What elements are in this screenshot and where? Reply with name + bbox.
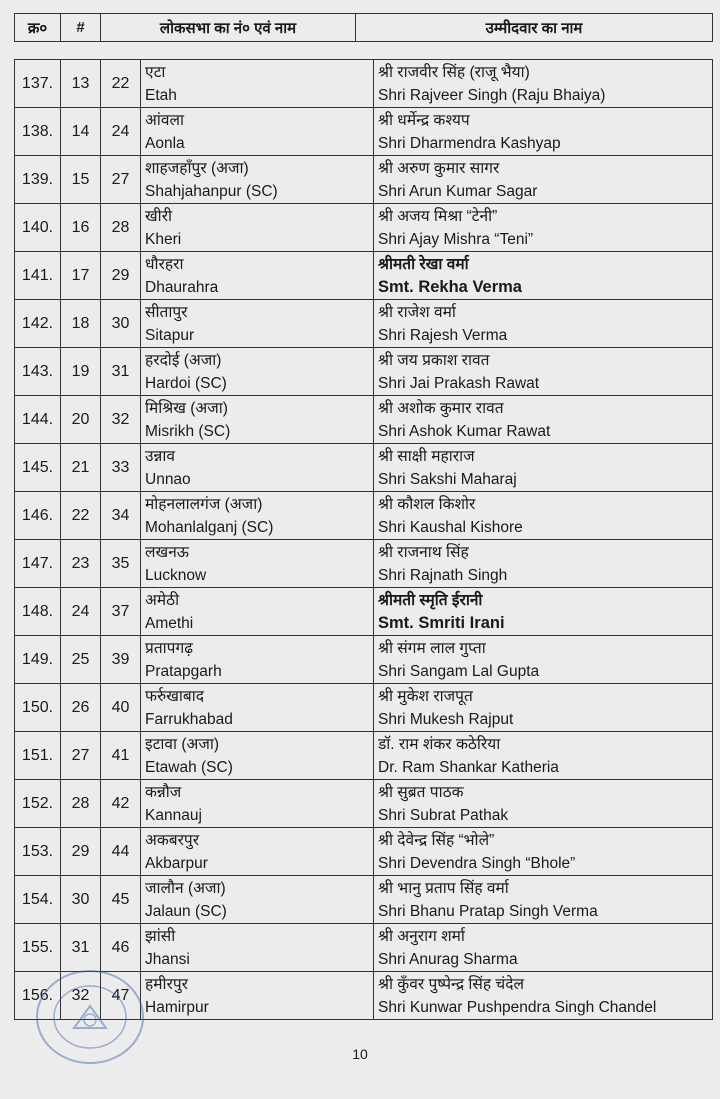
candidate-name [374,828,713,876]
header-serial: क्र० [15,14,61,42]
candidate-name-hindi: श्री राजेश वर्मा [378,303,456,321]
candidate-name-english: Shri Rajnath Singh [378,566,508,584]
constituency-name-english: Lucknow [145,566,207,584]
table-row [15,924,713,972]
candidate-name-hindi: श्री अनुराग शर्मा [378,927,465,945]
constituency-name-english: Kheri [145,230,182,248]
candidate-name-english: Shri Rajesh Verma [378,326,508,344]
constituency-name [141,972,374,1020]
constituency-name-english: Akbarpur [145,854,208,872]
table-row [15,780,713,828]
candidate-name [374,396,713,444]
constituency-name [141,588,374,636]
table-row [15,108,713,156]
constituency-name-hindi: उन्नाव [145,447,175,465]
candidate-name-english: Shri Arun Kumar Sagar [378,182,538,200]
row-number: 25 [61,636,101,684]
row-number: 19 [61,348,101,396]
candidate-name-english: Shri Jai Prakash Rawat [378,374,540,392]
constituency-name-hindi: धौरहरा [145,255,184,273]
serial-number: 137. [15,60,61,108]
table-row [15,540,713,588]
serial-number: 154. [15,876,61,924]
candidate-name [374,780,713,828]
row-number: 21 [61,444,101,492]
row-number: 13 [61,60,101,108]
constituency-name-english: Shahjahanpur (SC) [145,182,278,200]
row-number: 29 [61,828,101,876]
serial-number: 155. [15,924,61,972]
candidate-name [374,156,713,204]
candidate-name [374,540,713,588]
constituency-name-hindi: प्रतापगढ़ [145,639,193,657]
constituency-name-english: Farrukhabad [145,710,233,728]
candidate-name-hindi: डॉ. राम शंकर कठेरिया [378,735,501,753]
table-row [15,684,713,732]
constituency-name [141,60,374,108]
constituency-name [141,300,374,348]
candidate-name-hindi: श्रीमती स्मृति ईरानी [378,591,483,609]
candidate-name-english: Shri Ajay Mishra “Teni” [378,230,534,248]
serial-number: 145. [15,444,61,492]
constituency-name-hindi: मोहनलालगंज (अजा) [145,495,263,513]
constituency-name-english: Hamirpur [145,998,209,1016]
constituency-name-hindi: कन्नौज [145,783,182,801]
candidate-name-english: Dr. Ram Shankar Katheria [378,758,559,776]
constituency-number: 41 [101,732,141,780]
constituency-name-english: Mohanlalganj (SC) [145,518,274,536]
candidate-name [374,252,713,300]
candidate-name-hindi: श्री कौशल किशोर [378,495,476,513]
row-number: 24 [61,588,101,636]
candidate-name-english: Shri Rajveer Singh (Raju Bhaiya) [378,86,606,104]
candidate-name-english: Shri Sangam Lal Gupta [378,662,540,680]
candidate-name-hindi: श्री राजनाथ सिंह [378,543,469,561]
row-number: 17 [61,252,101,300]
candidate-name-hindi: श्री अरुण कुमार सागर [378,159,500,177]
candidate-name-hindi: श्री कुँवर पुष्पेन्द्र सिंह चंदेल [378,975,525,993]
candidate-name-english: Smt. Rekha Verma [378,277,522,296]
constituency-name-english: Jhansi [145,950,190,968]
row-number: 23 [61,540,101,588]
table-row [15,444,713,492]
constituency-name [141,204,374,252]
constituency-number: 37 [101,588,141,636]
serial-number: 144. [15,396,61,444]
candidate-name-english: Shri Subrat Pathak [378,806,509,824]
constituency-name-hindi: हमीरपुर [145,975,188,993]
constituency-name-english: Unnao [145,470,191,488]
constituency-number: 32 [101,396,141,444]
constituency-number: 45 [101,876,141,924]
constituency-name-english: Amethi [145,614,194,632]
serial-number: 153. [15,828,61,876]
constituency-number: 34 [101,492,141,540]
candidate-name [374,108,713,156]
constituency-name-english: Sitapur [145,326,195,344]
table-row [15,252,713,300]
table-row [15,876,713,924]
candidate-name [374,300,713,348]
table-row [15,204,713,252]
serial-number: 149. [15,636,61,684]
candidate-name-english: Shri Anurag Sharma [378,950,518,968]
constituency-name-english: Misrikh (SC) [145,422,231,440]
header-number: # [61,14,101,42]
candidate-name [374,444,713,492]
constituency-name [141,828,374,876]
candidate-name-english: Shri Sakshi Maharaj [378,470,517,488]
row-number: 16 [61,204,101,252]
candidate-name-english: Shri Dharmendra Kashyap [378,134,561,152]
header-candidate: उम्मीदवार का नाम [356,14,713,42]
constituency-number: 30 [101,300,141,348]
serial-number: 150. [15,684,61,732]
candidate-name-english: Shri Devendra Singh “Bhole” [378,854,576,872]
candidate-name [374,972,713,1020]
serial-number: 143. [15,348,61,396]
constituency-name-hindi: जालौन (अजा) [145,879,226,897]
candidate-name [374,684,713,732]
candidate-name-hindi: श्री देवेन्द्र सिंह “भोले” [378,831,495,849]
constituency-name [141,876,374,924]
row-number: 31 [61,924,101,972]
constituency-name-hindi: आंवला [145,111,184,129]
candidate-name-hindi: श्री साक्षी महाराज [378,447,475,465]
header-constituency: लोकसभा का नं० एवं नाम [101,14,356,42]
constituency-name [141,252,374,300]
constituency-name-english: Jalaun (SC) [145,902,227,920]
constituency-name-english: Hardoi (SC) [145,374,227,392]
serial-number: 138. [15,108,61,156]
candidate-name [374,204,713,252]
constituency-name-english: Etawah (SC) [145,758,233,776]
row-number: 15 [61,156,101,204]
row-number: 32 [61,972,101,1020]
constituency-number: 31 [101,348,141,396]
table-row [15,828,713,876]
constituency-name-hindi: इटावा (अजा) [145,735,220,753]
candidate-name [374,60,713,108]
candidate-name [374,492,713,540]
constituency-number: 46 [101,924,141,972]
constituency-name [141,108,374,156]
candidate-name-hindi: श्री सुब्रत पाठक [378,783,464,801]
candidate-table [14,59,713,1020]
table-row [15,156,713,204]
page-number: 10 [352,1046,368,1062]
constituency-name-hindi: एटा [145,63,166,81]
table-row [15,492,713,540]
constituency-name-hindi: लखनऊ [145,543,189,561]
row-number: 22 [61,492,101,540]
constituency-name [141,780,374,828]
row-number: 18 [61,300,101,348]
row-number: 30 [61,876,101,924]
constituency-number: 28 [101,204,141,252]
table-row [15,348,713,396]
serial-number: 140. [15,204,61,252]
candidate-name-hindi: श्री मुकेश राजपूत [378,687,473,705]
row-number: 27 [61,732,101,780]
constituency-name [141,444,374,492]
table-row [15,732,713,780]
constituency-number: 42 [101,780,141,828]
constituency-name-english: Aonla [145,134,185,152]
candidate-name-english: Shri Bhanu Pratap Singh Verma [378,902,598,920]
candidate-name [374,924,713,972]
constituency-name-english: Etah [145,86,177,104]
candidate-name-english: Shri Mukesh Rajput [378,710,514,728]
constituency-name-hindi: सीतापुर [145,303,188,321]
candidate-name-hindi: श्री भानु प्रताप सिंह वर्मा [378,879,509,897]
constituency-number: 24 [101,108,141,156]
constituency-name [141,348,374,396]
candidate-name-hindi: श्रीमती रेखा वर्मा [378,255,469,273]
constituency-name [141,492,374,540]
constituency-number: 27 [101,156,141,204]
constituency-name [141,924,374,972]
constituency-name-hindi: झांसी [145,927,176,945]
serial-number: 146. [15,492,61,540]
candidate-name-hindi: श्री अजय मिश्रा “टेनी” [378,207,498,225]
candidate-name [374,732,713,780]
constituency-name-hindi: हरदोई (अजा) [145,351,222,369]
serial-number: 139. [15,156,61,204]
constituency-number: 39 [101,636,141,684]
candidate-name-english: Shri Ashok Kumar Rawat [378,422,551,440]
row-number: 20 [61,396,101,444]
constituency-number: 47 [101,972,141,1020]
constituency-name [141,684,374,732]
constituency-number: 40 [101,684,141,732]
constituency-name-english: Dhaurahra [145,278,219,296]
table-row [15,588,713,636]
candidate-name-hindi: श्री राजवीर सिंह (राजू भैया) [378,63,530,81]
serial-number: 156. [15,972,61,1020]
candidate-name [374,348,713,396]
candidate-name [374,588,713,636]
serial-number: 141. [15,252,61,300]
constituency-name [141,156,374,204]
table-row [15,60,713,108]
serial-number: 142. [15,300,61,348]
constituency-name-english: Kannauj [145,806,202,824]
constituency-number: 35 [101,540,141,588]
candidate-name [374,876,713,924]
table-row [15,300,713,348]
constituency-number: 44 [101,828,141,876]
table-row [15,636,713,684]
constituency-number: 29 [101,252,141,300]
constituency-name [141,732,374,780]
constituency-name [141,540,374,588]
candidate-name-hindi: श्री जय प्रकाश रावत [378,351,490,369]
candidate-name-english: Shri Kunwar Pushpendra Singh Chandel [378,998,657,1016]
table-row [15,396,713,444]
candidate-name-english: Smt. Smriti Irani [378,613,505,632]
constituency-number: 33 [101,444,141,492]
constituency-name-hindi: शाहजहाँपुर (अजा) [145,159,249,177]
serial-number: 148. [15,588,61,636]
serial-number: 152. [15,780,61,828]
table-header [14,13,713,42]
candidate-name-hindi: श्री अशोक कुमार रावत [378,399,504,417]
candidate-name-hindi: श्री धर्मेन्द्र कश्यप [378,111,470,129]
candidate-name [374,636,713,684]
constituency-name-hindi: अकबरपुर [145,831,200,849]
serial-number: 147. [15,540,61,588]
constituency-name-hindi: अमेठी [145,591,180,609]
candidate-name-english: Shri Kaushal Kishore [378,518,523,536]
constituency-name-hindi: खीरी [145,207,173,225]
constituency-name [141,636,374,684]
serial-number: 151. [15,732,61,780]
candidate-name-hindi: श्री संगम लाल गुप्ता [378,639,486,657]
row-number: 14 [61,108,101,156]
row-number: 26 [61,684,101,732]
constituency-name-english: Pratapgarh [145,662,222,680]
constituency-name-hindi: फर्रुखाबाद [145,687,205,705]
row-number: 28 [61,780,101,828]
constituency-number: 22 [101,60,141,108]
constituency-name [141,396,374,444]
constituency-name-hindi: मिश्रिख (अजा) [145,399,228,417]
